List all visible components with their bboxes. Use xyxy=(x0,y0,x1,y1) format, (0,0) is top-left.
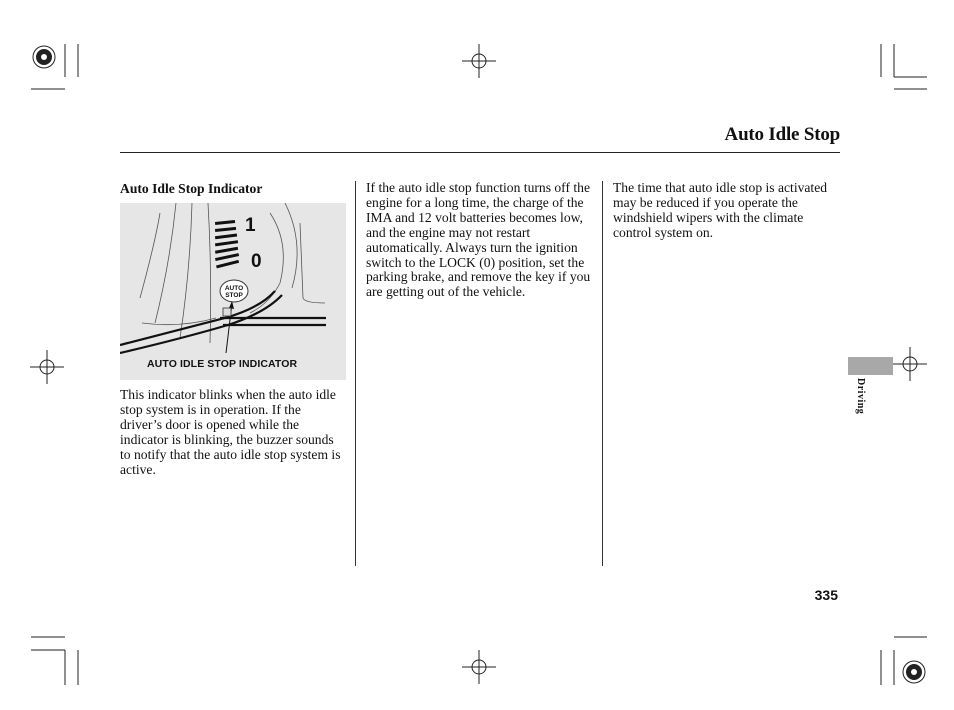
column-divider xyxy=(355,181,356,566)
indicator-figure xyxy=(120,203,346,380)
auto-stop-indicator xyxy=(220,285,248,299)
page-number: 335 xyxy=(814,587,838,603)
section-heading: Auto Idle Stop Indicator xyxy=(120,181,263,196)
page-title: Auto Idle Stop xyxy=(724,124,840,145)
section-tab xyxy=(848,357,893,375)
column-divider xyxy=(602,181,603,566)
wiper-note-text: The time that auto idle stop is activated may be reduced if you operate the windshield wipers with the climate control system on. xyxy=(613,180,828,240)
indicator-description: This indicator blinks when the auto idle stop system is in operation. If the driver’s door is opened while the indicator is blinking, the buzzer sounds to notify that the auto idle stop system is active. xyxy=(120,387,341,477)
section-tab-label: Driving xyxy=(855,378,866,415)
gauge-label-high: 1 xyxy=(245,215,256,236)
title-rule xyxy=(120,152,840,153)
indicator-line1: AUTO xyxy=(224,285,244,292)
battery-warning-text: If the auto idle stop function turns off the engine for a long time, the charge of the IMA and 12 volt batteries becomes low, and the engine may not restart automatically. Always turn the ignition switch to the LOCK (0) position, set the parking brake, and remove the key if you are getting out of the vehicle. xyxy=(366,180,591,300)
figure-caption: AUTO IDLE STOP INDICATOR xyxy=(147,358,298,370)
gauge-label-low: 0 xyxy=(251,251,262,272)
indicator-line2: STOP xyxy=(225,292,243,299)
